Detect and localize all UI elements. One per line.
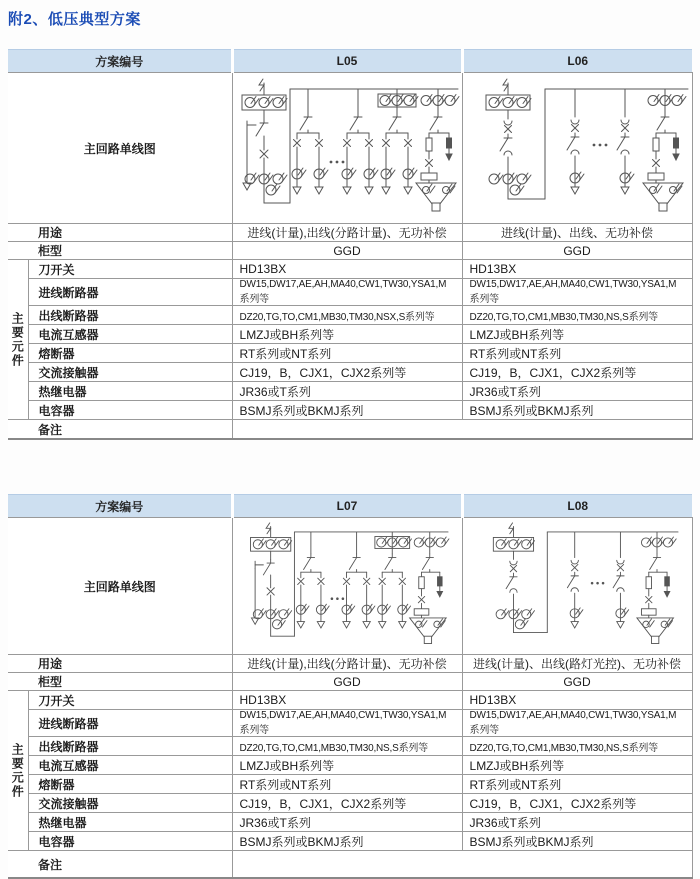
diagram-cell-l07 bbox=[232, 518, 462, 655]
diagram-cell-l08 bbox=[462, 518, 692, 655]
cabinet-label: 柜型 bbox=[8, 673, 232, 691]
single-line-diagram-l05 bbox=[233, 77, 462, 217]
scheme-table-l05-l06 bbox=[8, 49, 693, 440]
cabinet-value-l07: GGD bbox=[232, 673, 462, 691]
component-value-fuse-col1: RT系列或NT系列 bbox=[232, 344, 462, 363]
diagram-cell-l06 bbox=[462, 73, 692, 224]
component-value-thermal-relay-col1: JR36或T系列 bbox=[232, 813, 462, 832]
component-row-outgoing-breaker bbox=[8, 306, 692, 325]
component-value-current-transformer-col1: LMZJ或BH系列等 bbox=[232, 325, 462, 344]
usage-label: 用途 bbox=[8, 655, 232, 673]
page-title: 附2、低压典型方案 bbox=[8, 11, 141, 28]
component-row-thermal-relay bbox=[8, 813, 692, 832]
component-value-incoming-breaker-col1: DW15,DW17,AE,AH,MA40,CW1,TW30,YSA1,M系列等 bbox=[232, 710, 462, 737]
component-value-knife-switch-col1: HD13BX bbox=[232, 691, 462, 710]
cabinet-row bbox=[8, 242, 692, 260]
component-row-capacitor bbox=[8, 401, 692, 420]
component-row-knife-switch bbox=[8, 691, 692, 710]
scheme-header-row bbox=[8, 50, 692, 73]
component-row-fuse bbox=[8, 344, 692, 363]
scheme-number-header: 方案编号 bbox=[8, 495, 232, 518]
component-value-capacitor-col2: BSMJ系列或BKMJ系列 bbox=[462, 401, 692, 420]
component-row-knife-switch bbox=[8, 260, 692, 279]
remark-label: 备注 bbox=[8, 420, 232, 440]
component-label-knife-switch: 刀开关 bbox=[28, 691, 232, 710]
component-value-knife-switch-col2: HD13BX bbox=[462, 691, 692, 710]
component-value-capacitor-col2: BSMJ系列或BKMJ系列 bbox=[462, 832, 692, 851]
scheme-header-l07: L07 bbox=[232, 495, 462, 518]
component-value-fuse-col2: RT系列或NT系列 bbox=[462, 775, 692, 794]
component-row-current-transformer bbox=[8, 756, 692, 775]
scheme-header-l06: L06 bbox=[462, 50, 692, 73]
component-label-current-transformer: 电流互感器 bbox=[28, 756, 232, 775]
main-components-vertical-label: 主要元件 bbox=[8, 260, 28, 420]
component-value-thermal-relay-col1: JR36或T系列 bbox=[232, 382, 462, 401]
single-line-diagram-l06 bbox=[463, 77, 692, 217]
component-label-ac-contactor: 交流接触器 bbox=[28, 363, 232, 382]
remark-label: 备注 bbox=[8, 851, 232, 879]
component-label-capacitor: 电容器 bbox=[28, 832, 232, 851]
component-value-outgoing-breaker-col1: DZ20,TG,TO,CM1,MB30,TM30,NSX,S系列等 bbox=[232, 306, 462, 325]
component-label-knife-switch: 刀开关 bbox=[28, 260, 232, 279]
component-label-ac-contactor: 交流接触器 bbox=[28, 794, 232, 813]
component-value-incoming-breaker-col2: DW15,DW17,AE,AH,MA40,CW1,TW30,YSA1,M系列等 bbox=[462, 279, 692, 306]
component-label-outgoing-breaker: 出线断路器 bbox=[28, 737, 232, 756]
component-row-thermal-relay bbox=[8, 382, 692, 401]
component-row-current-transformer bbox=[8, 325, 692, 344]
component-row-ac-contactor bbox=[8, 794, 692, 813]
component-value-incoming-breaker-col1: DW15,DW17,AE,AH,MA40,CW1,TW30,YSA1,M系列等 bbox=[232, 279, 462, 306]
diagram-row-label: 主回路单线图 bbox=[8, 518, 232, 655]
remark-row bbox=[8, 851, 692, 879]
cabinet-value-l06: GGD bbox=[462, 242, 692, 260]
component-row-incoming-breaker bbox=[8, 279, 692, 306]
component-value-outgoing-breaker-col1: DZ20,TG,TO,CM1,MB30,TM30,NS,S系列等 bbox=[232, 737, 462, 756]
component-value-capacitor-col1: BSMJ系列或BKMJ系列 bbox=[232, 401, 462, 420]
component-label-fuse: 熔断器 bbox=[28, 344, 232, 363]
component-value-current-transformer-col1: LMZJ或BH系列等 bbox=[232, 756, 462, 775]
component-value-thermal-relay-col2: JR36或T系列 bbox=[462, 813, 692, 832]
component-label-current-transformer: 电流互感器 bbox=[28, 325, 232, 344]
component-value-ac-contactor-col1: CJ19，B，CJX1，CJX2系列等 bbox=[232, 794, 462, 813]
usage-value-l06: 进线(计量)、出线、无功补偿 bbox=[462, 224, 692, 242]
component-value-outgoing-breaker-col2: DZ20,TG,TO,CM1,MB30,TM30,NS,S系列等 bbox=[462, 737, 692, 756]
component-row-capacitor bbox=[8, 832, 692, 851]
remark-value bbox=[232, 851, 692, 879]
component-label-thermal-relay: 热继电器 bbox=[28, 382, 232, 401]
component-value-fuse-col2: RT系列或NT系列 bbox=[462, 344, 692, 363]
main-components-vertical-label: 主要元件 bbox=[8, 691, 28, 851]
component-value-ac-contactor-col1: CJ19，B，CJX1，CJX2系列等 bbox=[232, 363, 462, 382]
component-value-knife-switch-col2: HD13BX bbox=[462, 260, 692, 279]
single-line-diagram-l08 bbox=[472, 521, 682, 649]
single-line-diagram-l07 bbox=[242, 521, 452, 649]
remark-row bbox=[8, 420, 692, 440]
scheme-header-l08: L08 bbox=[462, 495, 692, 518]
component-label-incoming-breaker: 进线断路器 bbox=[28, 279, 232, 306]
usage-value-l07: 进线(计量),出线(分路计量)、无功补偿 bbox=[232, 655, 462, 673]
component-value-knife-switch-col1: HD13BX bbox=[232, 260, 462, 279]
usage-value-l05: 进线(计量),出线(分路计量)、无功补偿 bbox=[232, 224, 462, 242]
usage-row bbox=[8, 655, 692, 673]
component-label-capacitor: 电容器 bbox=[28, 401, 232, 420]
component-value-fuse-col1: RT系列或NT系列 bbox=[232, 775, 462, 794]
usage-value-l08: 进线(计量)、出线(路灯光控)、无功补偿 bbox=[462, 655, 692, 673]
component-value-ac-contactor-col2: CJ19，B，CJX1，CJX2系列等 bbox=[462, 794, 692, 813]
component-label-thermal-relay: 热继电器 bbox=[28, 813, 232, 832]
component-value-current-transformer-col2: LMZJ或BH系列等 bbox=[462, 756, 692, 775]
component-row-fuse bbox=[8, 775, 692, 794]
component-label-outgoing-breaker: 出线断路器 bbox=[28, 306, 232, 325]
component-row-incoming-breaker bbox=[8, 710, 692, 737]
component-value-current-transformer-col2: LMZJ或BH系列等 bbox=[462, 325, 692, 344]
usage-row bbox=[8, 224, 692, 242]
usage-label: 用途 bbox=[8, 224, 232, 242]
component-label-fuse: 熔断器 bbox=[28, 775, 232, 794]
diagram-row bbox=[8, 518, 692, 655]
diagram-row-label: 主回路单线图 bbox=[8, 73, 232, 224]
scheme-header-l05: L05 bbox=[232, 50, 462, 73]
cabinet-row bbox=[8, 673, 692, 691]
component-row-ac-contactor bbox=[8, 363, 692, 382]
cabinet-value-l08: GGD bbox=[462, 673, 692, 691]
remark-value bbox=[232, 420, 692, 440]
component-value-thermal-relay-col2: JR36或T系列 bbox=[462, 382, 692, 401]
cabinet-value-l05: GGD bbox=[232, 242, 462, 260]
component-value-capacitor-col1: BSMJ系列或BKMJ系列 bbox=[232, 832, 462, 851]
cabinet-label: 柜型 bbox=[8, 242, 232, 260]
component-value-outgoing-breaker-col2: DZ20,TG,TO,CM1,MB30,TM30,NS,S系列等 bbox=[462, 306, 692, 325]
scheme-table-l07-l08 bbox=[8, 494, 693, 879]
scheme-header-row bbox=[8, 495, 692, 518]
component-label-incoming-breaker: 进线断路器 bbox=[28, 710, 232, 737]
component-value-incoming-breaker-col2: DW15,DW17,AE,AH,MA40,CW1,TW30,YSA1,M系列等 bbox=[462, 710, 692, 737]
component-value-ac-contactor-col2: CJ19，B，CJX1，CJX2系列等 bbox=[462, 363, 692, 382]
scheme-number-header: 方案编号 bbox=[8, 50, 232, 73]
component-row-outgoing-breaker bbox=[8, 737, 692, 756]
diagram-row bbox=[8, 73, 692, 224]
diagram-cell-l05 bbox=[232, 73, 462, 224]
